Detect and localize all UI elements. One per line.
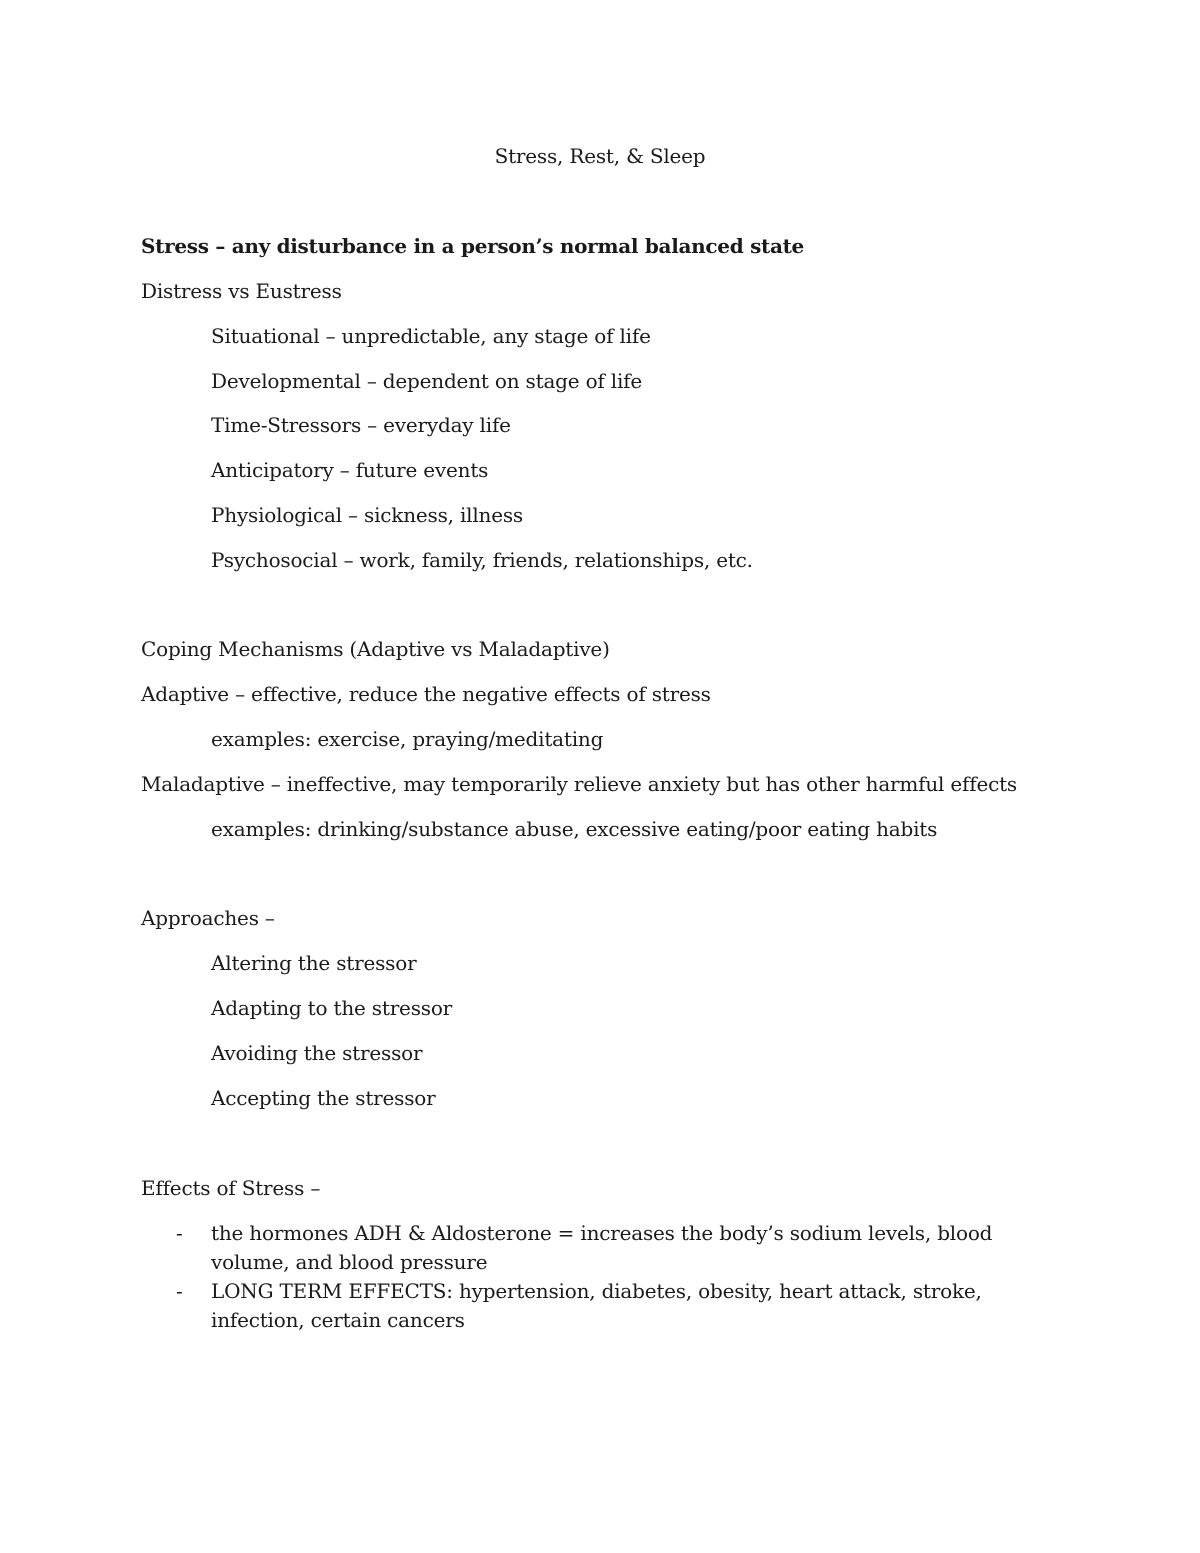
approach-item: Avoiding the stressor	[211, 1041, 423, 1065]
effect-item: the hormones ADH & Aldosterone = increases the body’s sodium levels, blood volume, and blood pressure	[211, 1221, 993, 1274]
stressor-type-item: Anticipatory – future events	[211, 458, 489, 482]
effect-item: LONG TERM EFFECTS: hypertension, diabetes, obesity, heart attack, stroke, infection, certain cancers	[211, 1279, 982, 1332]
stressor-type-item: Psychosocial – work, family, friends, relationships, etc.	[211, 548, 753, 572]
stressor-type-item: Physiological – sickness, illness	[211, 503, 523, 527]
stressor-type-item: Time-Stressors – everyday life	[211, 413, 511, 437]
coping-heading: Coping Mechanisms (Adaptive vs Maladaptive)	[141, 637, 610, 661]
stressor-type-item: Developmental – dependent on stage of life	[211, 369, 643, 393]
adaptive-examples: examples: exercise, praying/meditating	[211, 727, 604, 751]
distress-vs-eustress: Distress vs Eustress	[141, 279, 342, 303]
bullet-marker: -	[176, 1279, 183, 1303]
adaptive-line: Adaptive – effective, reduce the negative effects of stress	[141, 682, 711, 706]
approaches-heading: Approaches –	[141, 906, 275, 930]
approach-item: Accepting the stressor	[211, 1086, 436, 1110]
effects-heading: Effects of Stress –	[141, 1176, 321, 1200]
maladaptive-line: Maladaptive – ineffective, may temporarily relieve anxiety but has other harmful effects	[141, 772, 1017, 796]
stressor-type-item: Situational – unpredictable, any stage of life	[211, 324, 651, 348]
bullet-marker: -	[176, 1221, 183, 1245]
stress-definition: Stress – any disturbance in a person’s normal balanced state	[141, 234, 804, 258]
approach-item: Altering the stressor	[211, 951, 417, 975]
document-title: Stress, Rest, & Sleep	[494, 144, 706, 168]
approach-item: Adapting to the stressor	[211, 996, 453, 1020]
maladaptive-examples: examples: drinking/substance abuse, excessive eating/poor eating habits	[211, 817, 938, 841]
